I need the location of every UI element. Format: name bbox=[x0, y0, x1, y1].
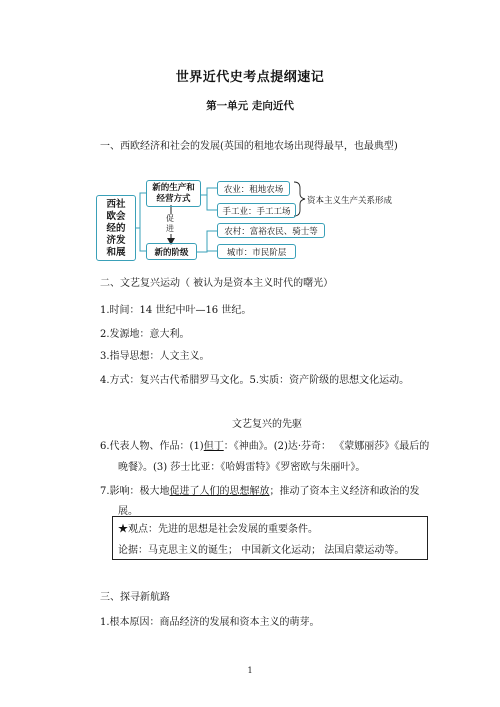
left-bracket bbox=[136, 193, 146, 251]
figures-prefix: 6.代表人物、作品：(1) bbox=[100, 441, 204, 452]
dante-name: 但丁 bbox=[203, 441, 224, 452]
viewpoint-text: ★观点：先进的思想是社会发展的重要条件。 bbox=[118, 524, 318, 535]
section2-heading: 二、文艺复兴运动（ 被认为是资本主义时代的曙光） bbox=[100, 278, 334, 289]
renaissance-time: 1.时间：14 世纪中叶—16 世纪。 bbox=[100, 305, 252, 316]
influence-underlined: 促进了人们的思想解放 bbox=[169, 486, 270, 497]
renaissance-thought: 3.指导思想：人文主义。 bbox=[100, 351, 210, 362]
page-number: 1 bbox=[247, 666, 253, 675]
promote-char: 进 bbox=[166, 224, 174, 233]
new-production-box bbox=[146, 180, 201, 207]
renaissance-origin: 2.发源地：意大利。 bbox=[100, 329, 190, 340]
countryside-box: 农村：富裕农民、骑士等 bbox=[217, 223, 325, 238]
viewpoint-box bbox=[112, 516, 428, 560]
promote-label bbox=[166, 214, 174, 234]
section3-heading: 三、探寻新航路 bbox=[100, 592, 170, 603]
left-box-line: 经的 bbox=[106, 223, 126, 234]
new-class-box: 新的阶级 bbox=[146, 243, 197, 260]
renaissance-figures-cont: 晚餐》。(3) 莎士比亚：《哈姆雷特》《罗密欧与朱丽叶》。 bbox=[118, 462, 366, 473]
figures-rest: ：《神曲》。(2)达·芬奇： 《蒙娜丽莎》《最后的 bbox=[223, 441, 430, 452]
promote-char: 促 bbox=[166, 214, 174, 223]
new-production-line: 新的生产和 bbox=[152, 182, 195, 193]
capitalist-formation-label: 资本主义生产关系形成 bbox=[307, 196, 393, 206]
renaissance-method: 4.方式：复兴古代希腊罗马文化。5.实质：资产阶级的思想文化运动。 bbox=[100, 375, 410, 386]
production-bracket bbox=[201, 188, 217, 210]
unit-title: 第一单元 走向近代 bbox=[206, 100, 294, 112]
renaissance-influence bbox=[100, 482, 420, 497]
pioneer-note: 文艺复兴的先驱 bbox=[232, 419, 302, 430]
section1-heading: 一、西欧经济和社会的发展(英国的租地农场出现得最早，也最典型) bbox=[100, 141, 398, 152]
agriculture-box: 农业：租地农场 bbox=[217, 181, 290, 196]
renaissance-influence-cont: 展。 bbox=[118, 506, 138, 517]
left-box-line: 欧会 bbox=[106, 211, 126, 222]
influence-prefix: 7.影响：极大地 bbox=[100, 486, 170, 497]
left-box-line: 济发 bbox=[106, 235, 126, 246]
renaissance-figures bbox=[100, 437, 429, 452]
class-bracket bbox=[197, 231, 217, 252]
evidence-text: 论据：马克思主义的诞生； 中国新文化运动； 法国启蒙运动等。 bbox=[118, 545, 405, 556]
influence-rest: ；推动了资本主义经济和政治的发 bbox=[269, 486, 420, 497]
new-production-line: 经营方式 bbox=[156, 193, 191, 204]
left-box-line: 和展 bbox=[106, 247, 126, 258]
left-box-line: 西社 bbox=[106, 199, 126, 210]
page-title: 世界近代史考点提纲速记 bbox=[175, 70, 325, 85]
city-box: 城市：市民阶层 bbox=[217, 244, 296, 259]
route-root-cause: 1.根本原因：商品经济的发展和资本主义的萌芽。 bbox=[100, 617, 320, 628]
handicraft-box: 手工业：手工工场 bbox=[217, 203, 296, 218]
